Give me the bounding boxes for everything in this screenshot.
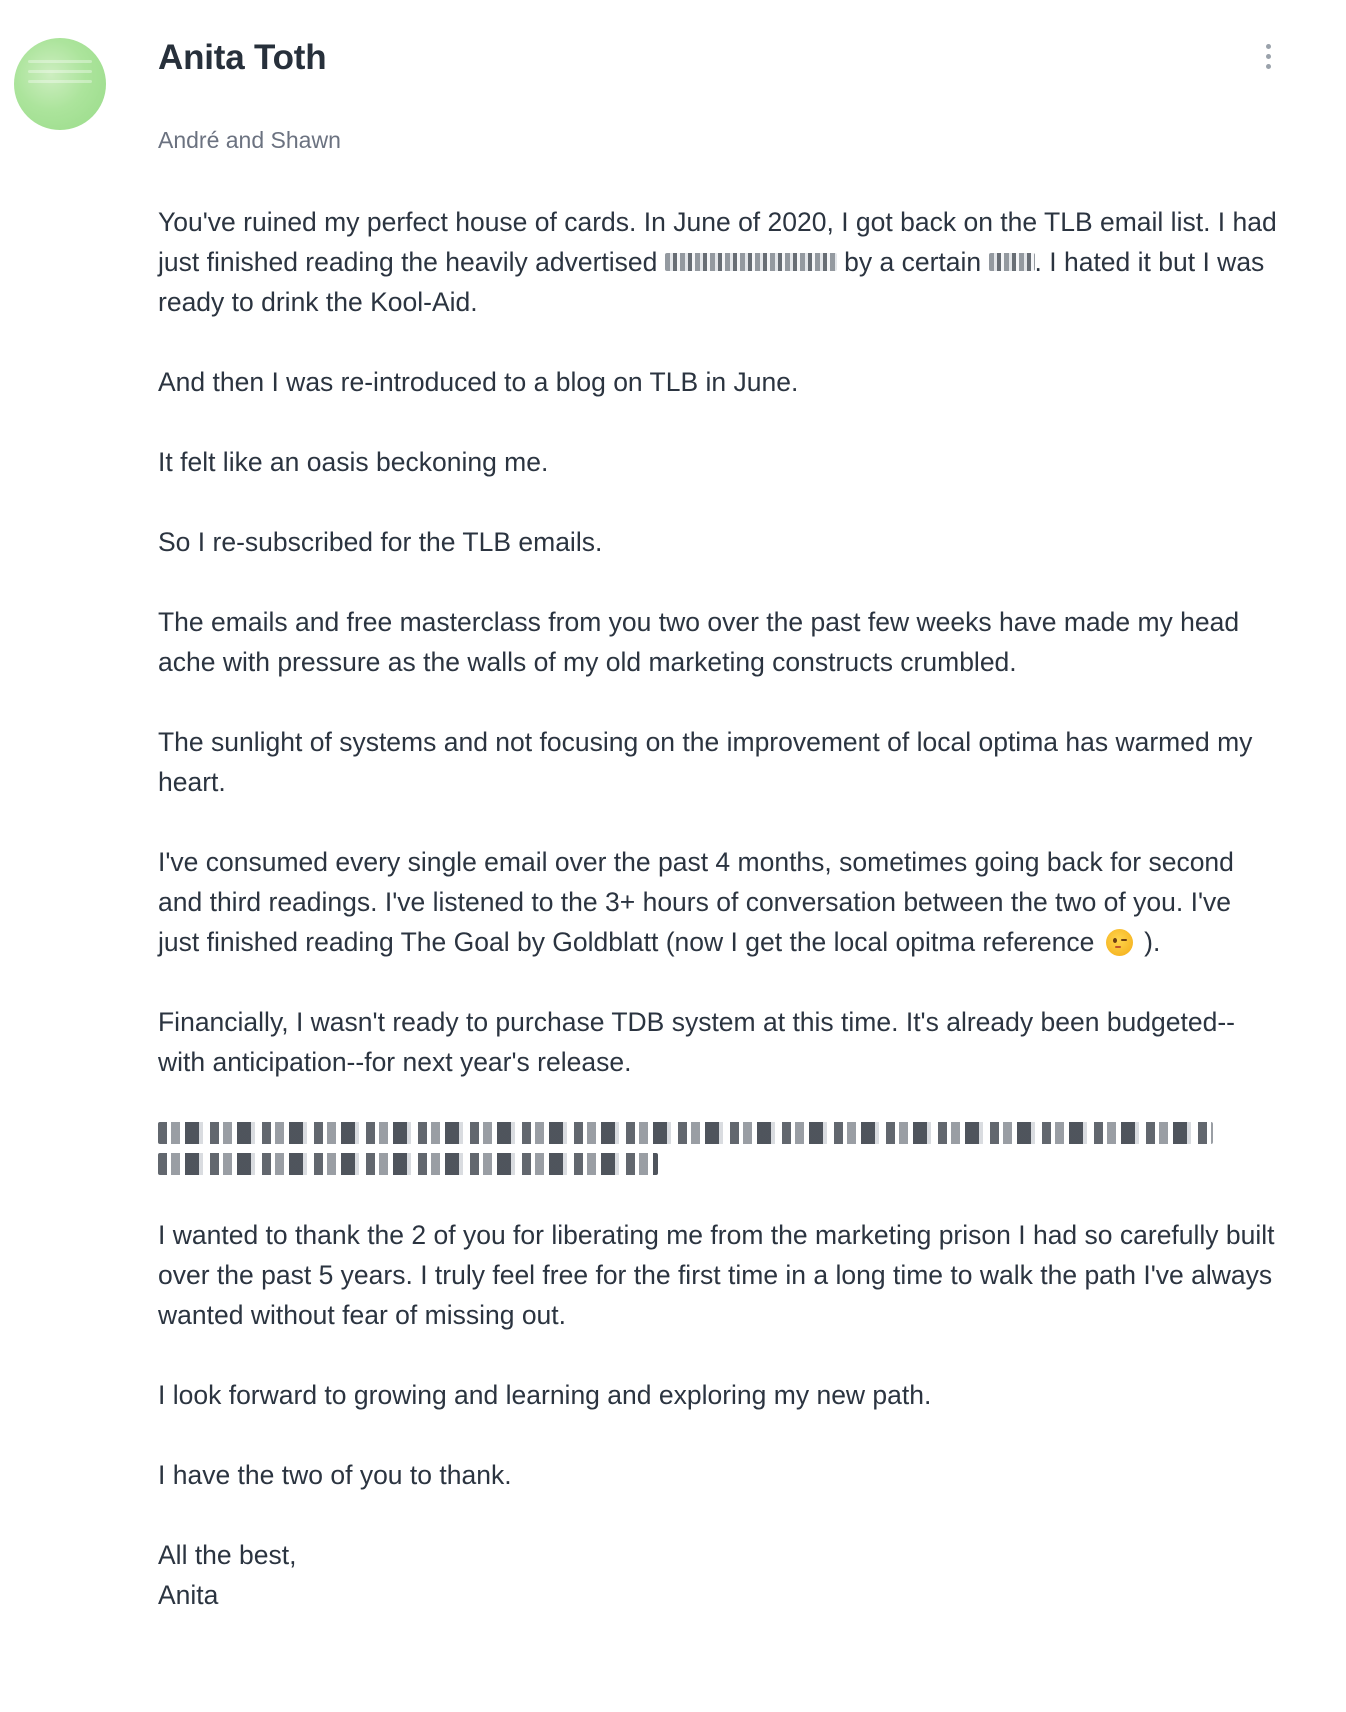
message-paragraph: You've ruined my perfect house of cards. In June of 2020, I got back on the TLB email list. I had just finished reading the heavily advertised by a certain . I hated it but I was ready to drink the Kool-Aid.: [158, 207, 1277, 317]
message-paragraph: I've consumed every single email over the past 4 months, sometimes going back for second and third readings. I've listened to the 3+ hours of conversation between the two of you. I've just finished reading The Goal by Goldblatt (now I get the local opitma reference ).: [158, 847, 1234, 957]
redacted-paragraph: [158, 1122, 1278, 1175]
signature: Anita: [158, 1580, 219, 1610]
message-paragraph: Financially, I wasn't ready to purchase TDB system at this time. It's already been budgeted--with anticipation--for next year's release.: [158, 1007, 1236, 1077]
more-vertical-icon[interactable]: [1254, 36, 1282, 76]
message-paragraph: I look forward to growing and learning and exploring my new path.: [158, 1380, 932, 1410]
redacted-line: [158, 1153, 658, 1175]
message-paragraph: The sunlight of systems and not focusing on the improvement of local optima has warmed my heart.: [158, 727, 1253, 797]
redacted-book-title: [665, 253, 837, 271]
redacted-line: [158, 1122, 1213, 1144]
message-paragraph: And then I was re-introduced to a blog on TLB in June.: [158, 367, 799, 397]
redacted-author: [989, 253, 1035, 271]
message-paragraph: So I re-subscribed for the TLB emails.: [158, 527, 603, 557]
recipient-line: André and Shawn: [158, 127, 341, 153]
avatar[interactable]: [14, 38, 106, 130]
message-paragraph: I wanted to thank the 2 of you for liberating me from the marketing prison I had so carefully built over the past 5 years. I truly feel free for the first time in a long time to walk the path I've always wanted without fear of missing out.: [158, 1220, 1275, 1330]
message-paragraph: I have the two of you to thank.: [158, 1460, 512, 1490]
message-paragraph: The emails and free masterclass from you two over the past few weeks have made my head ache with pressure as the walls of my old marketing constructs crumbled.: [158, 607, 1240, 677]
message-body: [158, 202, 1278, 1615]
author-name: Anita Toth: [158, 38, 327, 77]
message-paragraph: It felt like an oasis beckoning me.: [158, 447, 549, 477]
winking-face-icon: [1106, 929, 1133, 956]
sign-off: All the best,: [158, 1540, 297, 1570]
